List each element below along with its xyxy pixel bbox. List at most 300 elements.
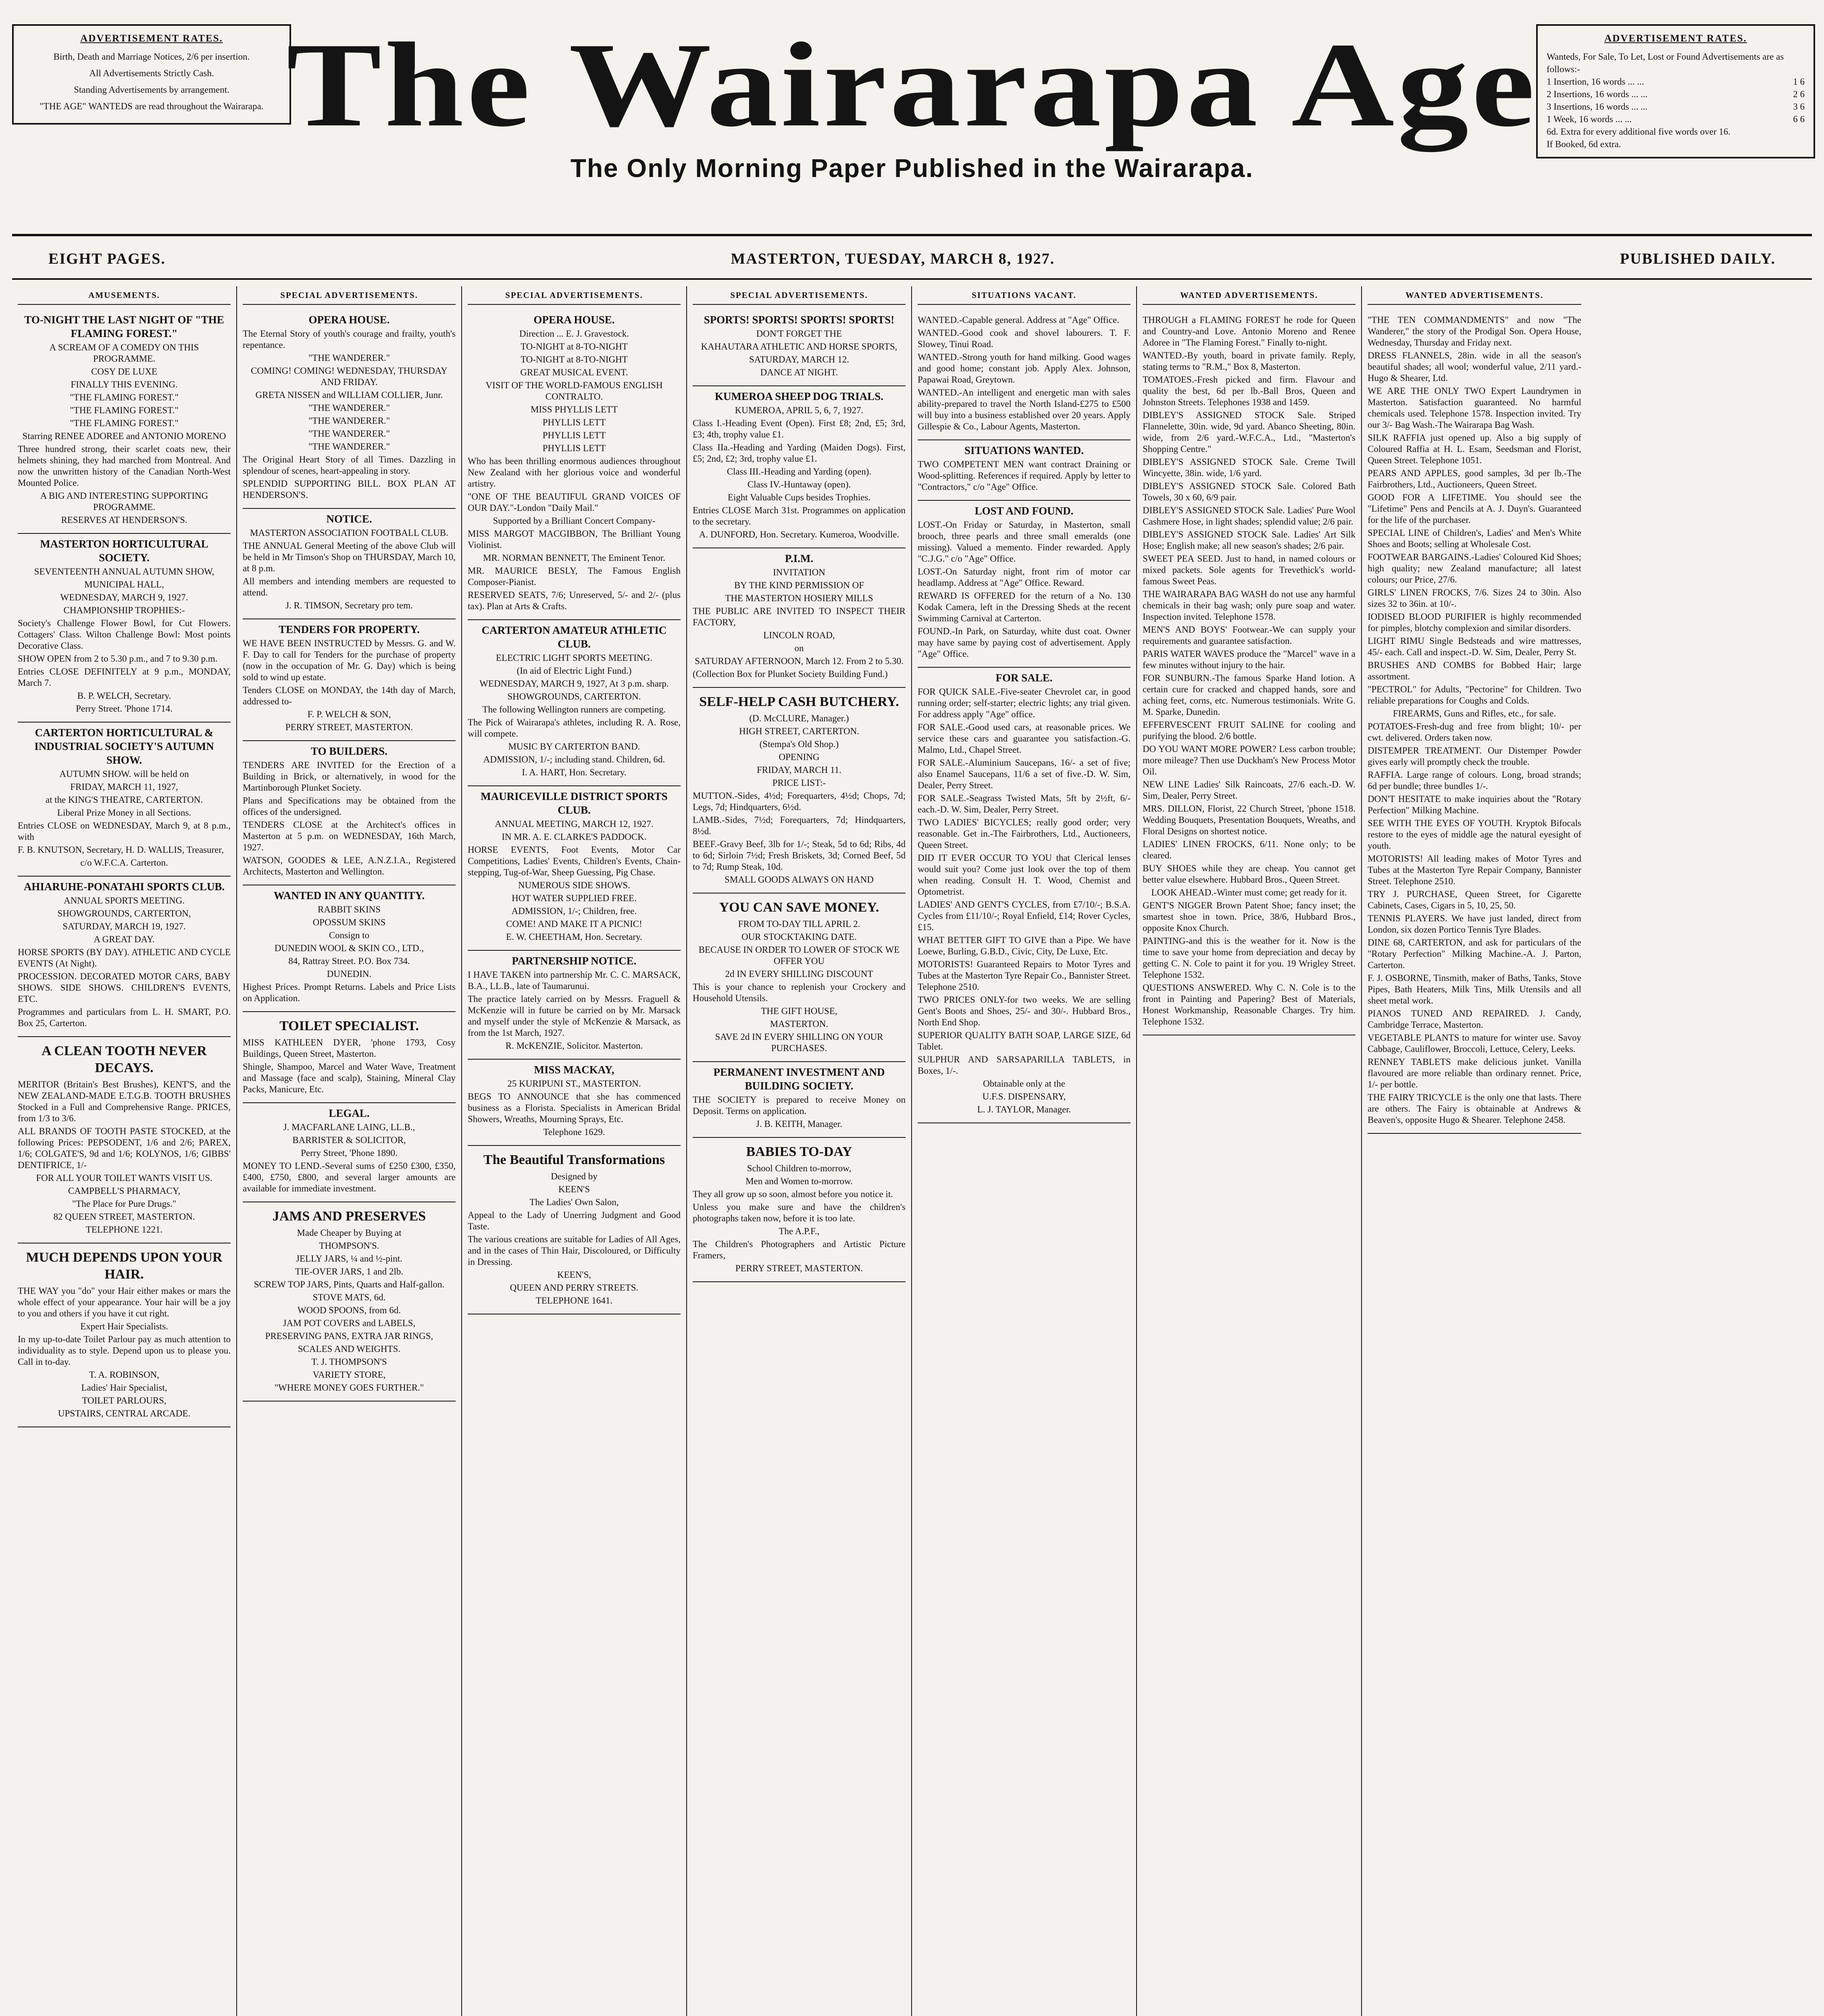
advertisement-line: J. B. KEITH, Manager. <box>756 1119 842 1129</box>
advertisement <box>1143 310 1356 1035</box>
advertisement-heading: MASTERTON HORTICULTURAL SOCIETY. <box>40 538 208 564</box>
advertisement-line: QUESTIONS ANSWERED. Why C. N. Cole is to the front in Painting and Papering? Best of Materials, Honest Workmanship, Reasonable Charges. Try him. Telephone 1532. <box>1143 983 1356 1027</box>
advertisement-line: DRESS FLANNELS, 28in. wide in all the season's beautiful shades; all wool; wonderful value, 2/11 yard.-Hugo & Shearer, Ltd. <box>1368 350 1581 383</box>
rate-label: 1 Insertion, 16 words ... ... <box>1547 77 1644 87</box>
dateline-rule <box>12 278 1812 280</box>
newspaper-page <box>12 8 1812 2016</box>
advertisement-line: T. J. THOMPSON'S <box>311 1357 387 1367</box>
advertisement-heading: LOST AND FOUND. <box>974 505 1074 517</box>
advertisement-line: DISTEMPER TREATMENT. Our Distemper Powder gives early will promptly check the trouble. <box>1368 746 1581 767</box>
advertisement-line: U.F.S. DISPENSARY, <box>982 1091 1066 1102</box>
advertisement <box>693 688 906 893</box>
column-3 <box>462 286 687 2016</box>
advertisement-line: "THE TEN COMMANDMENTS" and now "The Wanderer," the story of the Prodigal Son. Opera House, Wednesday, Thursday and Friday next. <box>1368 315 1581 348</box>
advertisement-line: DIBLEY'S ASSIGNED STOCK Sale. Striped Flannelette, 30in. wide, 9d yard. Abanco Sheeting, 80in. wide, from 2/6 yard.-W.F.C.A., Ltd., "Masterton's Shopping Centre." <box>1143 410 1356 454</box>
advertisement-line: PIANOS TUNED AND REPAIRED. J. Candy, Cambridge Terrace, Masterton. <box>1368 1008 1581 1030</box>
rates-list <box>1547 75 1805 125</box>
advertisement <box>468 310 681 620</box>
advertisement-line: RAFFIA. Large range of colours. Long, broad strands; 6d per bundle; three bundles 1/-. <box>1368 770 1581 791</box>
advertisement-line: KAHAUTARA ATHLETIC AND HORSE SPORTS, <box>701 342 897 352</box>
advertisement-rates-box-right <box>1536 24 1815 158</box>
advertisement-line: F. B. KNUTSON, Secretary, H. D. WALLIS, Treasurer, <box>18 845 224 855</box>
advertisement-heading: TO BUILDERS. <box>310 745 388 757</box>
advertisement-line: DIBLEY'S ASSIGNED STOCK Sale. Colored Bath Towels, 30 x 60, 6/9 pair. <box>1143 481 1356 502</box>
advertisement-line: LADIES' AND GENT'S CYCLES, from £7/10/-; B.S.A. Cycles from £11/10/-; Royal Enfield, £14; Rover Cycles, £15. <box>918 900 1131 932</box>
advertisement <box>468 1060 681 1146</box>
advertisement-line: The Pick of Wairarapa's athletes, including R. A. Rose, will compete. <box>468 717 681 739</box>
advertisement-line: Perry Street, 'Phone 1890. <box>301 1148 398 1158</box>
advertisement-line: TRY J. PURCHASE, Queen Street, for Cigarette Cabinets, Cases, Cigars in 5, 10, 25, 50. <box>1368 889 1581 910</box>
advertisement-columns <box>12 286 1812 2016</box>
advertisement-line: Three hundred strong, their scarlet coats new, their helmets shining, they had marched from Montreal. And now the unwritten history of the Canadian North-West Mounted Police. <box>18 444 231 488</box>
advertisement-heading: TENDERS FOR PROPERTY. <box>279 623 420 635</box>
advertisement-line: SAVE 2d IN EVERY SHILLING ON YOUR PURCHASES. <box>715 1032 883 1053</box>
advertisement-line: NEW LINE Ladies' Silk Raincoats, 27/6 each.-D. W. Sim, Dealer, Perry Street. <box>1143 779 1356 801</box>
advertisement-line: JELLY JARS, ¼ and ½-pint. <box>296 1254 402 1264</box>
advertisement-line: Consign to <box>329 930 370 940</box>
advertisement <box>18 723 231 877</box>
advertisement-line: PAINTING-and this is the weather for it. Now is the time to save your home from depreciation and decay by getting C. N. Cole to paint it for you. 19 Wrigley Street. Telephone 1532. <box>1143 936 1356 980</box>
advertisement-line: OUR STOCKTAKING DATE. <box>741 932 857 942</box>
advertisement <box>243 1202 456 1402</box>
advertisement-line: on <box>794 643 804 653</box>
advertisement <box>693 1138 906 1282</box>
advertisement <box>468 951 681 1060</box>
advertisement-line: MONEY TO LEND.-Several sums of £250 £300, £350, £400, £750, £800, and several larger amounts are available for immediate investment. <box>243 1161 456 1193</box>
advertisement-line: ELECTRIC LIGHT SPORTS MEETING. <box>496 653 652 663</box>
advertisement-line: RESERVES AT HENDERSON'S. <box>61 515 187 525</box>
advertisement-line: Made Cheaper by Buying at <box>297 1228 402 1238</box>
advertisement-line: Direction ... E. J. Gravestock. <box>519 329 629 339</box>
advertisement-line: Who has been thrilling enormous audiences throughout New Zealand with her glorious voice and wonderful artistry. <box>468 456 681 489</box>
column-heading: SPECIAL ADVERTISEMENTS. <box>243 286 456 305</box>
advertisement-line: WANTED.-By youth, board in private family. Reply, stating terms to "R.M.," Box 8, Masterton. <box>1143 350 1356 372</box>
advertisement-line: PERRY STREET, MASTERTON. <box>285 722 413 732</box>
advertisement-line: Programmes and particulars from L. H. SMART, P.O. Box 25, Carterton. <box>18 1007 231 1028</box>
advertisement-headline: TOILET SPECIALIST. <box>279 1018 419 1033</box>
rates-box-title: ADVERTISEMENT RATES. <box>80 33 223 44</box>
advertisement-line: The practice lately carried on by Messrs. Fraguell & McKenzie will in future be carried on by Mr. Marsack and myself under the style of McKenzie & Marsack, as from the 1st March, 1927. <box>468 994 681 1038</box>
advertisement-line: (Collection Box for Plunket Society Building Fund.) <box>693 669 888 679</box>
column-heading: SITUATIONS VACANT. <box>918 286 1131 305</box>
advertisement-line: KEEN'S, <box>557 1270 591 1280</box>
advertisement-line: J. MACFARLANE LAING, LL.B., <box>283 1122 415 1132</box>
advertisement-line: "WHERE MONEY GOES FURTHER." <box>274 1383 424 1393</box>
advertisement-heading: PERMANENT INVESTMENT AND BUILDING SOCIETY. <box>713 1066 885 1092</box>
advertisement-line: The Ladies' Own Salon, <box>529 1197 619 1207</box>
column-7 <box>1362 286 1587 2016</box>
advertisement-line: MR. NORMAN BENNETT, The Eminent Tenor. <box>483 553 665 563</box>
advertisement-line: TIE-OVER JARS, 1 and 2lb. <box>295 1266 404 1277</box>
column-heading: SPECIAL ADVERTISEMENTS. <box>693 286 906 305</box>
advertisement-line: School Children to-morrow, <box>747 1163 852 1173</box>
rates-line: Birth, Death and Marriage Notices, 2/6 per insertion. <box>53 52 250 62</box>
advertisement-line: TWO COMPETENT MEN want contract Draining or Wood-splitting. References if required. Apply by letter to "Contractors," c/o "Age" Office. <box>918 459 1131 492</box>
column-6 <box>1137 286 1362 2016</box>
advertisement-line: MR. MAURICE BESLY, The Famous English Composer-Pianist. <box>468 566 681 587</box>
advertisement-headline: The Beautiful Transformations <box>483 1152 665 1167</box>
advertisement-line: at the KING'S THEATRE, CARTERTON. <box>45 795 203 805</box>
advertisement-line: The Eternal Story of youth's courage and frailty, youth's repentance. <box>243 329 456 350</box>
advertisement-line: This is your chance to replenish your Crockery and Household Utensils. <box>693 982 906 1003</box>
advertisement-line: BEGS TO ANNOUNCE that she has commenced business as a Florista. Specialists in American Bridal Showers, Wreaths, Mourning Sprays, Etc. <box>468 1091 681 1124</box>
dateline-pages: EIGHT PAGES. <box>48 250 166 267</box>
advertisement-line: BECAUSE IN ORDER TO LOWER OF STOCK WE OFFER YOU <box>698 945 900 966</box>
advertisement-line: F. J. OSBORNE, Tinsmith, maker of Baths, Tanks, Stove Pipes, Bath Heaters, Milk Tins, Milk Utensils and all sheet metal work. <box>1368 973 1581 1006</box>
advertisement-line: WATSON, GOODES & LEE, A.N.Z.I.A., Registered Architects, Masterton and Wellington. <box>243 855 456 877</box>
rate-price: 1 6 <box>1793 77 1805 87</box>
rate-price: 2 6 <box>1793 89 1805 99</box>
advertisement <box>918 668 1131 1123</box>
advertisement-line: The Children's Photographers and Artistic Picture Framers, <box>693 1239 906 1260</box>
advertisement-line: FOUND.-In Park, on Saturday, white dust coat. Owner may have same by paying cost of advertisement. Apply "Age" Office. <box>918 626 1131 659</box>
masthead <box>286 18 1538 183</box>
advertisement <box>468 1146 681 1314</box>
advertisement-line: POTATOES-Fresh-dug and free from blight; 10/- per cwt. delivered. Orders taken now. <box>1368 721 1581 743</box>
advertisement-line: "THE WANDERER." <box>308 416 390 426</box>
advertisement-line: GRETA NISSEN and WILLIAM COLLIER, Junr. <box>255 390 443 400</box>
advertisement-line: PHYLLIS LETT <box>542 430 606 440</box>
advertisement-line: PROCESSION. DECORATED MOTOR CARS, BABY SHOWS. SIDE SHOWS. CHILDREN'S EVENTS, ETC. <box>18 971 231 1004</box>
advertisement-line: TWO LADIES' BICYCLES; really good order; very reasonable. Get in.-The Fairbrothers, Ltd., Auctioneers, Queen Street. <box>918 817 1131 850</box>
advertisement-line: Perry Street. 'Phone 1714. <box>76 704 173 714</box>
advertisement-line: 82 QUEEN STREET, MASTERTON. <box>53 1212 195 1222</box>
advertisement-line: A GREAT DAY. <box>94 934 155 944</box>
advertisement-heading: WANTED IN ANY QUANTITY. <box>273 889 425 902</box>
advertisement-line: SMALL GOODS ALWAYS ON HAND <box>725 875 874 885</box>
advertisement-line: Supported by a Brilliant Concert Company- <box>493 516 656 526</box>
advertisement-heading: OPERA HOUSE. <box>533 314 615 326</box>
advertisement-line: BEEF.-Gravy Beef, 3lb for 1/-; Steak, 5d to 6d; Ribs, 4d to 6d; Sirloin 7½d; Fresh Briskets, 3d; Corned Beef, 5d to 7d; Rump Steak, 10d. <box>693 839 906 872</box>
advertisement-line: WEDNESDAY, MARCH 9, 1927. <box>60 592 188 602</box>
advertisement-line: WANTED.-An intelligent and energetic man with sales ability-prepared to travel the North Island-£275 to £500 will buy into a business established over 20 years. Apply Gillespie & Co., Labour Agents, Masterton. <box>918 387 1131 431</box>
advertisement-line: MUNICIPAL HALL, <box>84 579 164 589</box>
advertisement-line: TOMATOES.-Fresh picked and firm. Flavour and quality the best, 6d per lb.-Ball Bros, Queen and Johnston Streets. Telephones 1938 and 1459. <box>1143 375 1356 407</box>
column-4 <box>687 286 912 2016</box>
advertisement-line: MASTERTON. <box>770 1019 829 1029</box>
advertisement-line: "The Place for Pure Drugs." <box>72 1199 177 1209</box>
advertisement-line: Shingle, Shampoo, Marcel and Water Wave, Treatment and Massage (face and scalp), Staining, Mineral Clay Packs, Manicure, Etc. <box>243 1062 456 1094</box>
advertisement-line: SATURDAY, MARCH 19, 1927. <box>62 921 186 931</box>
advertisement-line: UPSTAIRS, CENTRAL ARCADE. <box>58 1408 191 1418</box>
advertisement-heading: SPORTS! SPORTS! SPORTS! SPORTS! <box>704 314 895 326</box>
advertisement-line: HORSE SPORTS (BY DAY). ATHLETIC AND CYCLE EVENTS (At Night). <box>18 947 231 968</box>
advertisement-heading: SITUATIONS WANTED. <box>964 444 1084 456</box>
advertisement-line: KUMEROA, APRIL 5, 6, 7, 1927. <box>735 405 864 415</box>
advertisement-line: ADMISSION, 1/-; including stand. Children, 6d. <box>483 754 665 764</box>
advertisement <box>243 619 456 741</box>
rate-price: 6 6 <box>1793 114 1805 124</box>
advertisement-line: REWARD IS OFFERED for the return of a No. 130 Kodak Camera, left in the Dressing Sheds at the recent Swimming Carnival at Carterton. <box>918 591 1131 623</box>
advertisement-line: RENNEY TABLETS make delicious junket. Vanilla flavoured are more reliable than ordinary rennet. Price, 1/- per bottle. <box>1368 1057 1581 1089</box>
advertisement-line: SHOWGROUNDS, CARTERTON, <box>57 908 191 918</box>
advertisement-line: COSY DE LUXE <box>91 367 157 377</box>
advertisement-line: They all grow up so soon, almost before you notice it. <box>693 1189 893 1199</box>
advertisement-line: SEVENTEENTH ANNUAL AUTUMN SHOW, <box>34 566 214 577</box>
advertisement-heading: P.I.M. <box>785 552 814 564</box>
advertisement-line: THE MASTERTON HOSIERY MILLS <box>725 593 873 603</box>
advertisement <box>18 534 231 723</box>
dateline-date: MASTERTON, TUESDAY, MARCH 8, 1927. <box>731 250 1055 267</box>
column-heading: WANTED ADVERTISEMENTS. <box>1368 286 1581 305</box>
rate-label: 2 Insertions, 16 words ... ... <box>1547 89 1648 99</box>
advertisement-line: THE WAY you "do" your Hair either makes or mars the whole effect of your appearance. Your hair will be a joy to you and others if you have it cut right. <box>18 1286 231 1318</box>
advertisement-line: ADMISSION, 1/-; Children, free. <box>511 906 637 916</box>
advertisement-line: FOOTWEAR BARGAINS.-Ladies' Coloured Kid Shoes; high quality; new Zealand manufacture; all latest colours; our Price, 27/6. <box>1368 552 1581 585</box>
advertisement <box>918 310 1131 440</box>
advertisement-line: MEN'S AND BOYS' Footwear.-We can supply your requirements and guarantee satisfaction. <box>1143 625 1356 646</box>
advertisement-line: DINE 68, CARTERTON, and ask for particulars of the "Rotary Perfection" Milking Machine.-A. J. Parton, Carterton. <box>1368 937 1581 970</box>
column-heading: SPECIAL ADVERTISEMENTS. <box>468 286 681 305</box>
advertisement <box>18 310 231 534</box>
advertisement-line: LOST.-On Friday or Saturday, in Masterton, small brooch, three pearls and three small emeralds (one missing). Valued a memento. Finder rewarded. Apply "C.J.G." c/o "Age" Office. <box>918 520 1131 564</box>
advertisement-line: Entries CLOSE March 31st. Programmes on application to the secretary. <box>693 505 906 527</box>
advertisement-line: Class I.-Heading Event (Open). First £8; 2nd, £5; 3rd, £3; 4th, trophy value £1. <box>693 418 906 439</box>
advertisement-heading: CARTERTON HORTICULTURAL & INDUSTRIAL SOCIETY'S AUTUMN SHOW. <box>34 727 214 766</box>
advertisement-line: Telephone 1629. <box>543 1127 605 1137</box>
advertisement-line: THE FAIRY TRICYCLE is the only one that lasts. There are others. The Fairy is obtainable at Andrews & Beaven's, opposite Hugo & Shearer. Telephone 2458. <box>1368 1092 1581 1125</box>
advertisement-line: LADIES' LINEN FROCKS, 6/11. None only; to be cleared. <box>1143 839 1356 860</box>
masthead-tagline: The Only Morning Paper Published in the Wairarapa. <box>570 154 1254 183</box>
advertisement-line: In my up-to-date Toilet Parlour pay as much attention to individuality as to style. Depend upon us to please you. Call in to-day. <box>18 1334 231 1367</box>
advertisement-line: LOOK AHEAD.-Winter must come; get ready for it. <box>1151 887 1347 898</box>
advertisement-line: L. J. TAYLOR, Manager. <box>977 1104 1071 1114</box>
advertisement-line: FOR ALL YOUR TOILET WANTS VISIT US. <box>36 1173 212 1183</box>
advertisement-line: MISS PHYLLIS LETT <box>531 404 618 414</box>
advertisement-heading: FOR SALE. <box>995 672 1053 684</box>
advertisement-line: (D. McCLURE, Manager.) <box>749 713 849 723</box>
advertisement-line: WE ARE THE ONLY TWO Expert Laundrymen in Masterton. Satisfaction guaranteed. No harmful chemicals used. Telephone 1578. Inspection invited. Try our 3/- Bag Wash.-The Wairarapa Bag Wash. <box>1368 386 1581 430</box>
advertisement <box>918 501 1131 668</box>
advertisement-line: DANCE AT NIGHT. <box>760 367 838 377</box>
advertisement-line: LAMB.-Sides, 7½d; Forequarters, 7d; Hindquarters, 8½d. <box>693 815 906 836</box>
advertisement-headline: YOU CAN SAVE MONEY. <box>719 900 879 915</box>
advertisement-line: R. McKENZIE, Solicitor. Masterton. <box>505 1041 643 1051</box>
advertisement-line: DON'T FORGET THE <box>756 329 842 339</box>
advertisement <box>1368 310 1581 1134</box>
advertisement-line: 2d IN EVERY SHILLING DISCOUNT <box>725 969 873 979</box>
advertisement-line: VARIETY STORE, <box>312 1370 386 1380</box>
advertisement-line: RESERVED SEATS, 7/6; Unreserved, 5/- and 2/- (plus tax). Plan at Arts & Crafts. <box>468 590 681 611</box>
advertisement-line: GENT'S NIGGER Brown Patent Shoe; fancy inset; the smartest shoe in town. Price, 38/6, Hubbard Bros., opposite Knox Church. <box>1143 900 1356 933</box>
advertisement-line: MUSIC BY CARTERTON BAND. <box>508 741 640 752</box>
advertisement-line: TWO PRICES ONLY-for two weeks. We are selling Gent's Boots and Shoes, 25/- and 30/-. Hubbard Bros., North End Shop. <box>918 995 1131 1027</box>
advertisement-line: WANTED.-Capable general. Address at "Age" Office. <box>918 315 1119 325</box>
advertisement-line: IODISED BLOOD PURIFIER is highly recommended for pimples, blotchy complexion and similar disorders. <box>1368 612 1581 633</box>
advertisement-line: SPECIAL LINE of Children's, Ladies' and Men's White Shoes and Boots; selling at Wholesale Cost. <box>1368 528 1581 549</box>
advertisement <box>918 440 1131 501</box>
advertisement-line: MERITOR (Britain's Best Brushes), KENT'S, and the NEW ZEALAND-MADE E.T.G.B. TOOTH BRUSHES Stocked in a Full and Comprehensive Range. PRICES, from 1/3 to 3/6. <box>18 1079 231 1123</box>
advertisement-line: Entries CLOSE on WEDNESDAY, March 9, at 8 p.m., with <box>18 821 231 842</box>
advertisement-line: FROM TO-DAY TILL APRIL 2. <box>738 919 860 929</box>
advertisement-line: Designed by <box>551 1171 598 1181</box>
advertisement-line: RABBIT SKINS <box>317 904 381 914</box>
advertisement-line: HOT WATER SUPPLIED FREE. <box>512 893 637 903</box>
advertisement-line: TENNIS PLAYERS. We have just landed, direct from London, six dozen Portico Tennis Tyre Blades. <box>1368 913 1581 935</box>
advertisement-line: "PECTROL" for Adults, "Pectorine" for Children. Two reliable preparations for Coughs and Colds. <box>1368 684 1581 706</box>
advertisement-heading: MISS MACKAY, <box>534 1064 614 1076</box>
advertisement-line: All members and intending members are requested to attend. <box>243 576 456 598</box>
advertisement-line: Expert Hair Specialists. <box>80 1321 168 1331</box>
advertisement-line: GOOD FOR A LIFETIME. You should see the "Lifetime" Pens and Pencils at A. J. Duyn's. Guaranteed for the life of the purchaser. <box>1368 492 1581 525</box>
advertisement-line: PARIS WATER WAVES produce the "Marcel" wave in a few minutes without injury to the hair. <box>1143 649 1356 670</box>
advertisement-line: "ONE OF THE BEAUTIFUL GRAND VOICES OF OUR DAY."-London "Daily Mail." <box>468 492 681 513</box>
advertisement-line: MRS. DILLON, Florist, 22 Church Street, 'phone 1518. Wedding Bouquets, Presentation Bouquets, Wreaths, and Floral Designs on shortest notice. <box>1143 804 1356 836</box>
advertisement-line: LIGHT RIMU Single Bedsteads and wire mattresses, 45/- each. Call and inspect.-D. W. Sim, Dealer, Perry St. <box>1368 636 1581 657</box>
advertisement-line: B. P. WELCH, Secretary. <box>77 691 171 701</box>
advertisement-line: WHAT BETTER GIFT TO GIVE than a Pipe. We have Loewe, Burling, G.B.D., Civic, City, De Luxe, Etc. <box>918 935 1131 956</box>
advertisement <box>468 786 681 951</box>
advertisement-line: "THE WANDERER." <box>308 429 390 439</box>
advertisement-line: THE SOCIETY is prepared to receive Money on Deposit. Terms on application. <box>693 1095 906 1116</box>
advertisement-line: OPENING <box>779 752 820 762</box>
advertisement-line: TENDERS CLOSE at the Architect's offices in Masterton at 5 p.m. on WEDNESDAY, 16th March, 1927. <box>243 820 456 852</box>
advertisement-line: THE WAIRARAPA BAG WASH do not use any harmful chemicals in their bag wash; only pure soap and water. Inspection invited. Telephone 1578. <box>1143 589 1356 622</box>
advertisement-line: 25 KURIPUNI ST., MASTERTON. <box>507 1079 641 1089</box>
rate-row <box>1547 88 1805 100</box>
advertisement <box>18 877 231 1037</box>
advertisement-line: c/o W.F.C.A. Carterton. <box>80 858 168 868</box>
advertisement-line: J. R. TIMSON, Secretary pro tem. <box>285 600 413 610</box>
advertisement <box>243 509 456 619</box>
rate-label: 1 Week, 16 words ... ... <box>1547 114 1632 124</box>
advertisement <box>468 620 681 786</box>
advertisement-line: BUY SHOES while they are cheap. You cannot get better value elsewhere. Hubbard Bros., Queen Street. <box>1143 863 1356 885</box>
advertisement-heading: AHIARUHE-PONATAHI SPORTS CLUB. <box>23 881 225 893</box>
advertisement-line: THROUGH a FLAMING FOREST he rode for Queen and Country-and Love. Antonio Moreno and Renee Adoree in "The Flaming Forest." Finally to-night. <box>1143 315 1356 348</box>
advertisement-headline: MUCH DEPENDS UPON YOUR HAIR. <box>26 1250 223 1282</box>
advertisement-line: OPOSSUM SKINS <box>312 917 386 927</box>
advertisement-line: FOR SALE.-Aluminium Saucepans, 16/- a set of five; also Enamel Saucepans, 11/6 a set of five.-D. W. Sim, Dealer, Perry Street. <box>918 758 1131 790</box>
advertisement-line: ANNUAL SPORTS MEETING. <box>64 896 185 906</box>
rate-row <box>1547 100 1805 113</box>
advertisement-line: The various creations are suitable for Ladies of All Ages, and in the cases of Thin Hair, Discoloured, or Difficulty in Dressing. <box>468 1234 681 1267</box>
dateline-frequency: PUBLISHED DAILY. <box>1620 250 1776 267</box>
advertisement-line: Tenders CLOSE on MONDAY, the 14th day of March, addressed to- <box>243 685 456 706</box>
advertisement-line: TELEPHONE 1221. <box>85 1225 163 1235</box>
advertisement-line: A BIG AND INTERESTING SUPPORTING PROGRAMME. <box>40 491 208 512</box>
column-5 <box>912 286 1137 2016</box>
rates-extra: 6d. Extra for every additional five words over 16. <box>1547 127 1731 137</box>
advertisement-line: FOR QUICK SALE.-Five-seater Chevrolet car, in good running order; self-starter; electric lights; any trial given. For address apply "Age" office. <box>918 687 1131 719</box>
advertisement <box>693 893 906 1062</box>
advertisement-line: MISS MARGOT MACGIBBON, The Brilliant Young Violinist. <box>468 529 681 550</box>
advertisement-line: THE ANNUAL General Meeting of the above Club will be held in Mr Timson's Shop on THURSDAY, March 10, at 8 p.m. <box>243 541 456 573</box>
advertisement-line: MISS KATHLEEN DYER, 'phone 1793, Cosy Buildings, Queen Street, Masterton. <box>243 1037 456 1059</box>
advertisement-line: WOOD SPOONS, from 6d. <box>297 1305 401 1315</box>
advertisement-line: 84, Rattray Street. P.O. Box 734. <box>288 956 410 966</box>
advertisement-line: THE GIFT HOUSE, <box>761 1006 837 1016</box>
advertisement-line: SILK RAFFIA just opened up. Also a big supply of Coloured Raffia at H. L. Esam, Seedsman and Florist, Queen Street. Telephone 1051. <box>1368 433 1581 465</box>
advertisement-line: (Stempa's Old Shop.) <box>759 739 839 749</box>
advertisement-heading: PARTNERSHIP NOTICE. <box>512 955 637 967</box>
advertisement-line: SCALES AND WEIGHTS. <box>298 1344 401 1354</box>
advertisement-line: E. W. CHEETHAM, Hon. Secretary. <box>506 932 642 942</box>
advertisement-line: "THE FLAMING FOREST." <box>70 418 179 428</box>
advertisement-line: THOMPSON'S. <box>319 1241 379 1251</box>
advertisement-line: I. A. HART, Hon. Secretary. <box>522 767 627 777</box>
masthead-rule <box>12 234 1812 236</box>
advertisement-line: WANTED.-Strong youth for hand milking. Good wages and good home; constant job. Apply Alex. Johnson, Papawai Road, Greytown. <box>918 352 1131 385</box>
advertisement-line: (In aid of Electric Light Fund.) <box>516 666 632 676</box>
advertisement-line: Men and Women to-morrow. <box>745 1176 853 1186</box>
advertisement-line: DUNEDIN. <box>327 969 372 979</box>
advertisement-line: IN MR. A. E. CLARKE'S PADDOCK. <box>502 832 647 842</box>
rates-booked: If Booked, 6d extra. <box>1547 139 1621 149</box>
dateline <box>12 250 1812 268</box>
advertisement-line: SUPERIOR QUALITY BATH SOAP, LARGE SIZE, 6d Tablet. <box>918 1030 1131 1052</box>
column-heading: WANTED ADVERTISEMENTS. <box>1143 286 1356 305</box>
advertisement-line: STOVE MATS, 6d. <box>312 1292 386 1302</box>
advertisement-line: Liberal Prize Money in all Sections. <box>57 808 192 818</box>
rate-price: 3 6 <box>1793 102 1805 112</box>
advertisement-line: TOILET PARLOURS, <box>82 1395 167 1406</box>
advertisement-line: SATURDAY, MARCH 12. <box>749 354 849 364</box>
rates-line: All Advertisements Strictly Cash. <box>89 68 214 78</box>
advertisement-line: HIGH STREET, CARTERTON. <box>739 726 859 736</box>
advertisement-line: Plans and Specifications may be obtained from the offices of the undersigned. <box>243 796 456 817</box>
advertisement-line: FRIDAY, MARCH 11, 1927, <box>70 782 178 792</box>
advertisement-line: The following Wellington runners are competing. <box>482 704 666 714</box>
advertisement-line: SHOW OPEN from 2 to 5.30 p.m., and 7 to 9.30 p.m. <box>18 654 218 664</box>
advertisement-line: Class IV.-Huntaway (open). <box>747 479 851 489</box>
advertisement-line: Class IIa.-Heading and Yarding (Maiden Dogs). First, £5; 2nd, £2; 3rd, trophy value £1. <box>693 442 906 464</box>
advertisement <box>693 548 906 688</box>
advertisement-line: FINALLY THIS EVENING. <box>71 379 178 389</box>
advertisement-line: NUMEROUS SIDE SHOWS. <box>518 880 630 890</box>
advertisement-line: WE HAVE BEEN INSTRUCTED by Messrs. G. and W. F. Day to call for Tenders for the purchase of property (now in the occupation of Mr. G. Day) which is being sold to wind up estate. <box>243 638 456 682</box>
advertisement-line: DID IT EVER OCCUR TO YOU that Clerical lenses would suit you? Come just look over the top of them when reading. Consult H. T. Wood, Chemist and Optometrist. <box>918 853 1131 897</box>
advertisement-line: "THE FLAMING FOREST." <box>70 392 179 402</box>
advertisement <box>18 1037 231 1243</box>
advertisement-line: DO YOU WANT MORE POWER? Less carbon trouble; more mileage? Then use Duckham's New Process Motor Oil. <box>1143 744 1356 777</box>
advertisement-line: GREAT MUSICAL EVENT. <box>520 367 628 377</box>
advertisement-line: PRESERVING PANS, EXTRA JAR RINGS, <box>265 1331 433 1341</box>
advertisement-headline: SELF-HELP CASH BUTCHERY. <box>699 694 899 709</box>
advertisement-line: PHYLLIS LETT <box>542 443 606 453</box>
advertisement-line: SATURDAY AFTERNOON, March 12. From 2 to 5.30. <box>695 656 904 666</box>
advertisement-line: MASTERTON ASSOCIATION FOOTBALL CLUB. <box>250 528 448 538</box>
advertisement <box>243 310 456 509</box>
advertisement-line: QUEEN AND PERRY STREETS. <box>510 1283 639 1293</box>
advertisement-line: DIBLEY'S ASSIGNED STOCK Sale. Creme Twill Wincyette, 38in. wide, 1/6 yard. <box>1143 457 1356 478</box>
rates-intro: Wanteds, For Sale, To Let, Lost or Found Advertisements are as follows:- <box>1547 52 1784 74</box>
advertisement-line: The A.P.F., <box>779 1226 820 1236</box>
advertisement <box>243 1103 456 1202</box>
advertisement-line: VISIT OF THE WORLD-FAMOUS ENGLISH CONTRALTO. <box>485 380 663 402</box>
advertisement-line: CHAMPIONSHIP TROPHIES:- <box>63 605 185 615</box>
rates-line: "THE AGE" WANTEDS are read throughout the Wairarapa. <box>40 101 264 111</box>
advertisement-line: WANTED.-Good cook and shovel labourers. T. F. Slowey, Tinui Road. <box>918 328 1131 349</box>
advertisement-heading: KUMEROA SHEEP DOG TRIALS. <box>714 390 884 402</box>
advertisement-line: FRIDAY, MARCH 11. <box>756 765 842 775</box>
advertisement-line: The Original Heart Story of all Times. Dazzling in splendour of scenes, heart-appealing in story. <box>243 454 456 476</box>
advertisement-line: "THE WANDERER." <box>308 442 390 452</box>
advertisement-line: Entries CLOSE DEFINITELY at 9 p.m., MONDAY, March 7. <box>18 666 231 688</box>
advertisement-line: Appeal to the Lady of Unerring Judgment and Good Taste. <box>468 1210 681 1231</box>
advertisement-line: "THE WANDERER." <box>308 353 390 363</box>
advertisement-line: A SCREAM OF A COMEDY ON THIS PROGRAMME. <box>49 342 199 364</box>
advertisement-line: BRUSHES AND COMBS for Bobbed Hair; large assortment. <box>1368 660 1581 681</box>
advertisement-line: ANNUAL MEETING, MARCH 12, 1927. <box>495 819 654 829</box>
advertisement-line: T. A. ROBINSON, <box>89 1370 159 1380</box>
advertisement <box>693 386 906 548</box>
advertisement-line: TELEPHONE 1641. <box>535 1295 613 1306</box>
advertisement-line: Class III.-Heading and Yarding (open). <box>727 467 872 477</box>
advertisement-line: Obtainable only at the <box>983 1079 1065 1089</box>
advertisement-line: F. P. WELCH & SON, <box>307 709 391 719</box>
advertisement-heading: CARTERTON AMATEUR ATHLETIC CLUB. <box>481 624 667 650</box>
